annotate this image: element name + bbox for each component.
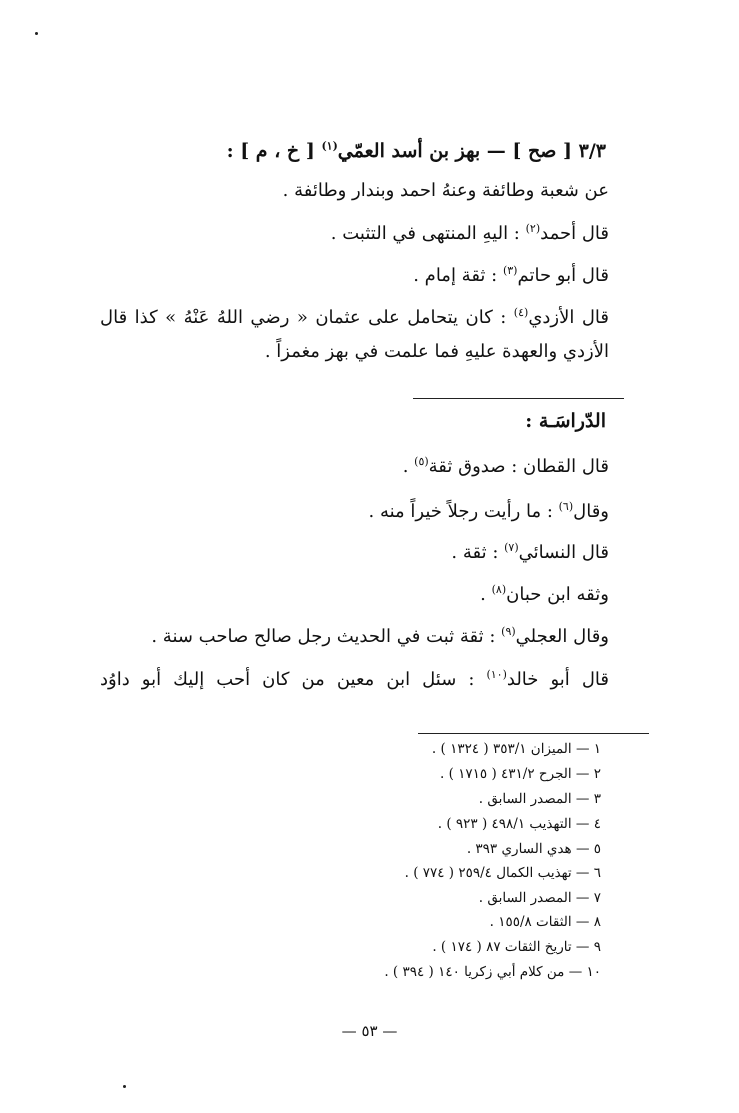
entry-grade: [ صح ] — [512, 140, 573, 162]
biography-line: قال أحمد$^{(٢)}$ : اليهِ المنتهى في التثبت . — [330, 222, 609, 244]
footnote-ref: (٩) — [501, 625, 516, 638]
narrator-name: بهز بن أسد العمّي — [337, 140, 481, 162]
study-line: قال أبو خالد$^{(١٠)}$ : سئل ابن معين من كان أحب إليك أبو داوُد — [100, 668, 610, 690]
footnote-ref: (٦) — [558, 500, 574, 513]
entry-dash: — — [486, 140, 506, 162]
footnote-item: ٦ — تهذيب الكمال ٢٥٩/٤ ( ٧٧٤ ) . — [404, 865, 601, 881]
study-line: قال القطان : صدوق ثقة$^{(٥)}$ . — [402, 455, 609, 477]
footnote-ref: (٥) — [414, 455, 429, 468]
page-number: — ٥٣ — — [341, 1022, 398, 1040]
footnote-ref: (٨) — [491, 583, 507, 596]
footnote-ref: (١) — [321, 139, 338, 153]
footnote-item: ١ — الميزان ٣٥٣/١ ( ١٣٢٤ ) . — [431, 741, 601, 757]
footnote-item: ٤ — التهذيب ٤٩٨/١ ( ٩٢٣ ) . — [437, 816, 601, 832]
entry-heading — [227, 136, 606, 166]
footnote-ref: (٤) — [513, 306, 529, 319]
section-divider — [413, 398, 624, 399]
study-line: وقال العجلي$^{(٩)}$ : ثقة ثبت في الحديث رجل صالح صاحب سنة . — [151, 625, 609, 647]
footnote-item: ١٠ — من كلام أبي زكريا ١٤٠ ( ٣٩٤ ) . — [384, 964, 601, 980]
entry-number: ٣/٣ — [578, 140, 606, 162]
footnote-ref: (٧) — [504, 541, 519, 554]
biography-line: قال أبو حاتم$^{(٣)}$ : ثقة إمام . — [413, 264, 609, 286]
footnote-item: ٣ — المصدر السابق . — [478, 791, 601, 807]
study-line: وثقه ابن حبان$^{(٨)}$ . — [480, 583, 609, 605]
study-line: قال النسائي$^{(٧)}$ : ثقة . — [451, 541, 609, 563]
footnote-item: ٢ — الجرح ٤٣١/٢ ( ١٧١٥ ) . — [440, 766, 601, 782]
biography-line: الأزدي والعهدة عليهِ فما علمت في بهز مغمزاً . — [264, 341, 609, 362]
study-heading: الدّراسَـة : — [525, 410, 606, 432]
footnote-item: ٥ — هدي الساري ٣٩٣ . — [466, 841, 601, 857]
scan-speck — [123, 1085, 126, 1088]
scan-speck — [35, 32, 38, 35]
footnote-item: ٨ — الثقات ١٥٥/٨ . — [489, 914, 601, 930]
study-line: وقال$^{(٦)}$ : ما رأيت رجلاً خيراً منه . — [368, 500, 609, 522]
footnote-divider — [418, 733, 649, 734]
entry-sigla: [ خ ، م ] : — [226, 140, 315, 162]
footnote-ref: (٣) — [502, 264, 518, 277]
footnote-ref: (٢) — [525, 222, 541, 235]
footnote-item: ٧ — المصدر السابق . — [478, 890, 601, 906]
footnote-item: ٩ — تاريخ الثقات ٨٧ ( ١٧٤ ) . — [432, 939, 601, 955]
footnote-ref: (١٠) — [486, 668, 507, 681]
biography-line: قال الأزدي$^{(٤)}$ : كان يتحامل على عثمان « رضي اللهُ عَنْهُ » كذا قال — [100, 306, 610, 328]
biography-line: عن شعبة وطائفة وعنهُ احمد وبندار وطائفة . — [282, 180, 609, 201]
